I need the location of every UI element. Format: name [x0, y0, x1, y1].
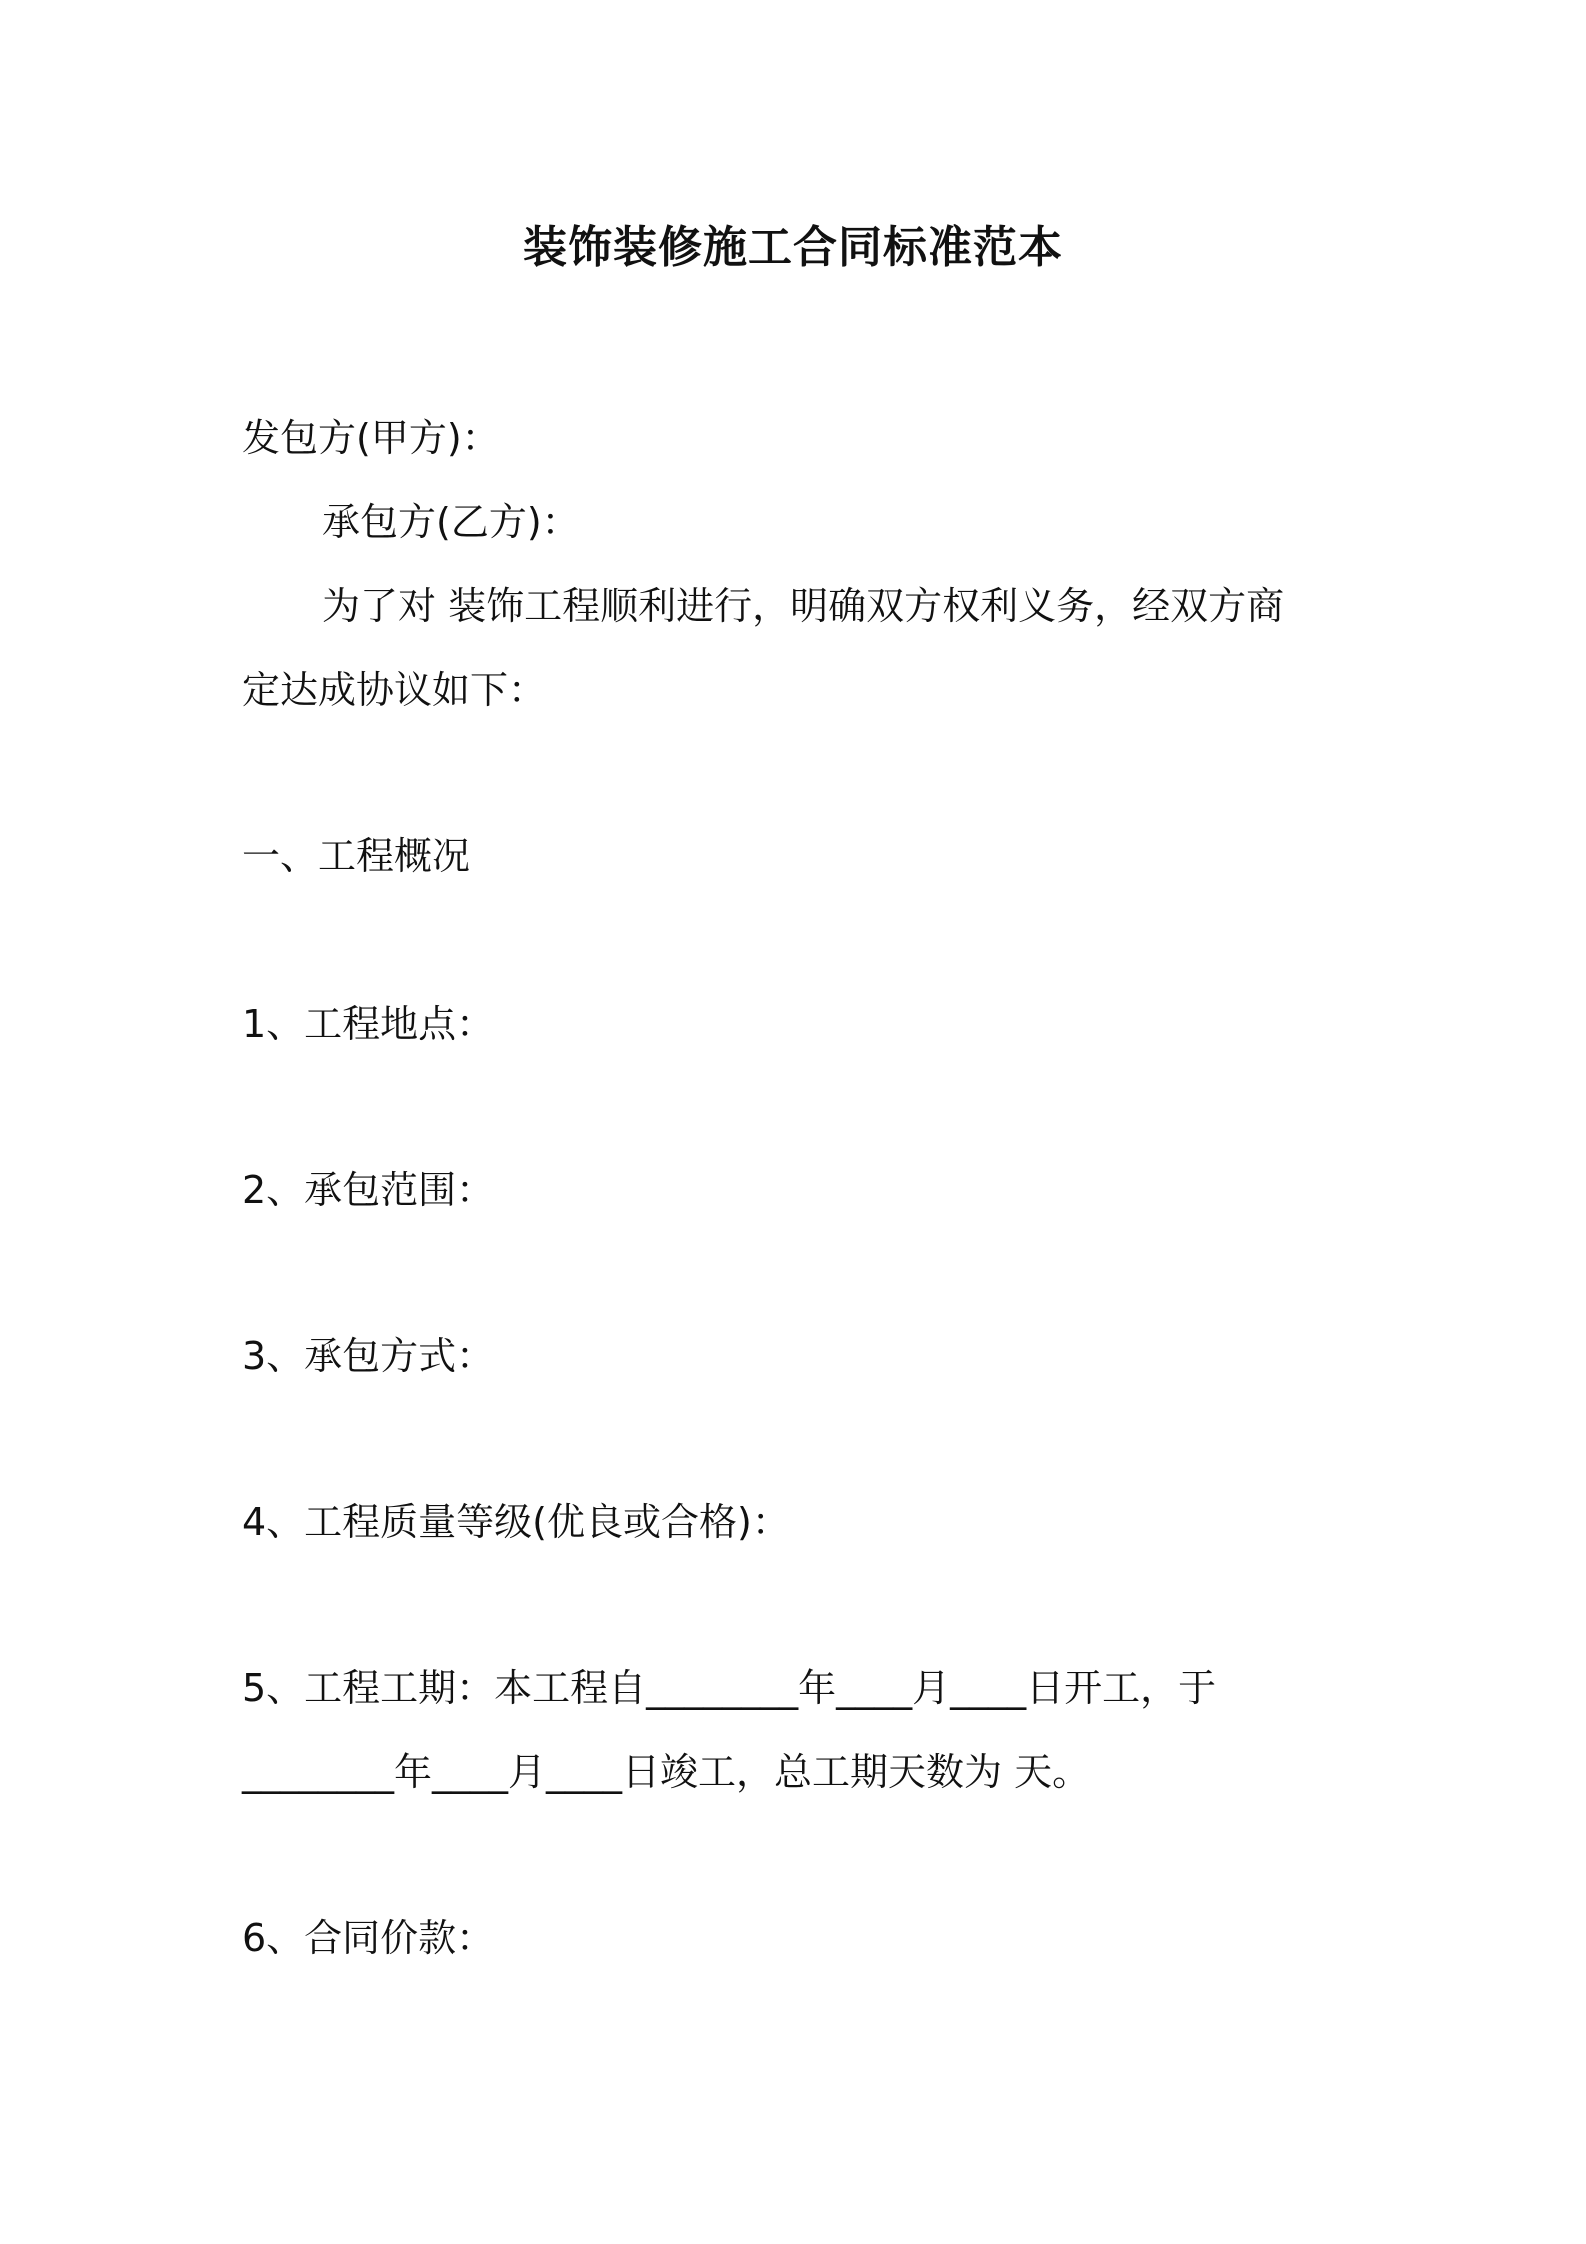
- item-contract-price: 6、合同价款：: [242, 1916, 495, 1960]
- item-project-duration-line-1: 5、工程工期：本工程自________年____月____日开工，于: [242, 1666, 1217, 1710]
- item-quality-grade: 4、工程质量等级(优良或合格)：: [242, 1500, 790, 1544]
- item-project-duration-line-2: ________年____月____日竣工，总工期天数为 天。: [242, 1750, 1091, 1794]
- party-a-label: 发包方(甲方)：: [242, 416, 500, 460]
- section-1-heading: 一、工程概况: [242, 834, 471, 878]
- item-contract-method: 3、承包方式：: [242, 1334, 495, 1378]
- document-title: 装饰装修施工合同标准范本: [523, 222, 1063, 273]
- intro-paragraph-line-1: 为了对 装饰工程顺利进行，明确双方权利义务，经双方商: [322, 584, 1285, 628]
- item-project-location: 1、工程地点：: [242, 1002, 495, 1046]
- party-b-label: 承包方(乙方)：: [322, 500, 580, 544]
- intro-paragraph-line-2: 定达成协议如下：: [242, 668, 547, 712]
- item-contract-scope: 2、承包范围：: [242, 1168, 495, 1212]
